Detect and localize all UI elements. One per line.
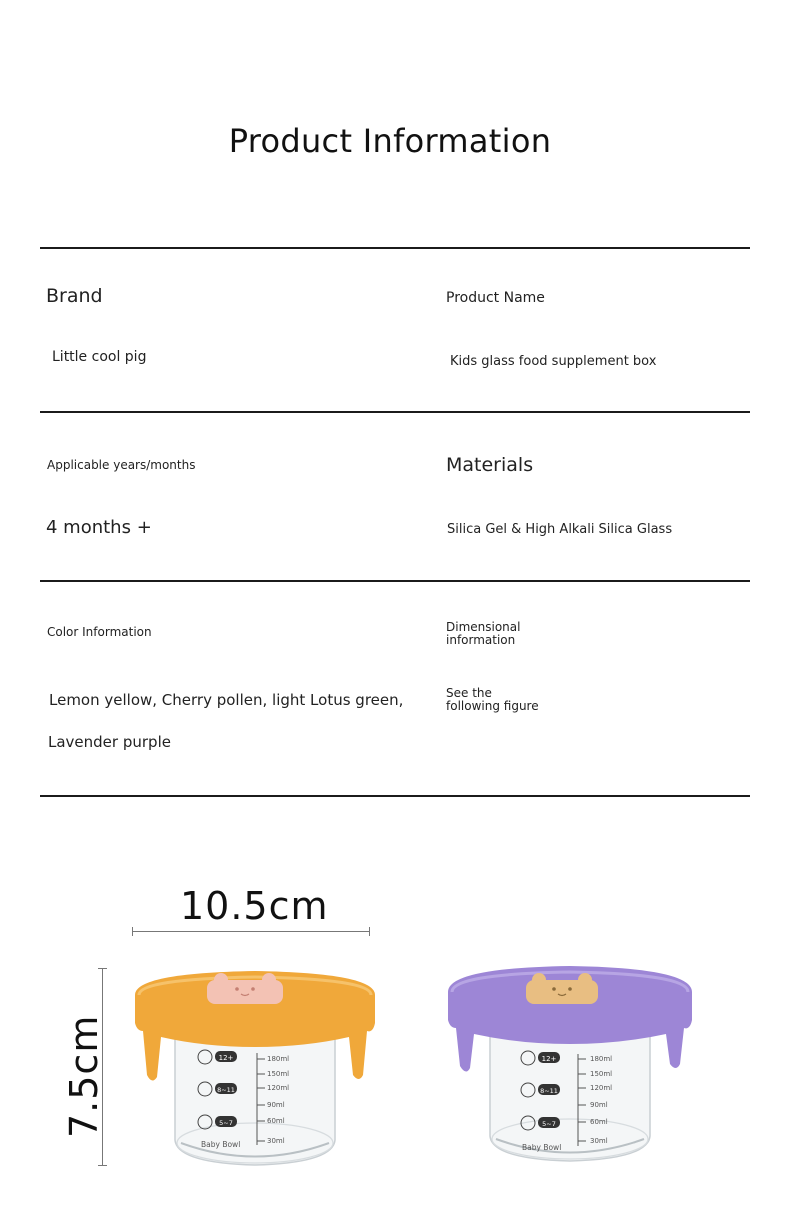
age-value: 4 months + (46, 517, 152, 538)
svg-text:150ml: 150ml (590, 1070, 613, 1078)
svg-text:120ml: 120ml (590, 1084, 613, 1092)
divider (40, 795, 750, 797)
svg-text:5~7: 5~7 (542, 1120, 556, 1128)
svg-text:180ml: 180ml (590, 1055, 613, 1063)
badge-8-11: 8~11 (217, 1086, 235, 1094)
svg-text:180ml: 180ml (267, 1055, 290, 1063)
dimension-label-line1: Dimensional (446, 620, 521, 634)
height-dimension-tick (98, 1165, 107, 1166)
color-label: Color Information (47, 625, 152, 639)
svg-text:8~11: 8~11 (540, 1087, 558, 1095)
product-name-label: Product Name (446, 290, 545, 306)
svg-text:Baby Bowl: Baby Bowl (522, 1143, 562, 1152)
width-dimension-tick (132, 927, 133, 936)
dimension-value-line1: See the (446, 686, 492, 700)
color-value-line2: Lavender purple (48, 733, 171, 751)
materials-label: Materials (446, 454, 534, 476)
width-dimension-label: 10.5cm (180, 884, 329, 928)
height-dimension-tick (98, 968, 107, 969)
svg-text:90ml: 90ml (267, 1101, 285, 1109)
divider (40, 411, 750, 413)
dimension-label-line2: information (446, 633, 516, 647)
svg-text:150ml: 150ml (267, 1070, 290, 1078)
color-value-line1: Lemon yellow, Cherry pollen, light Lotus green, (49, 691, 404, 709)
bowl-brand-text: Baby Bowl (201, 1140, 241, 1149)
page-title: Product Information (228, 122, 552, 160)
width-dimension-tick (369, 927, 370, 936)
dimension-value-line2: following figure (446, 699, 539, 713)
divider (40, 247, 750, 249)
brand-value: Little cool pig (52, 349, 147, 365)
svg-text:90ml: 90ml (590, 1101, 608, 1109)
svg-text:12+: 12+ (541, 1055, 557, 1063)
product-name-value: Kids glass food supplement box (450, 354, 657, 369)
purple-bowl-image (440, 960, 700, 1172)
age-label: Applicable years/months (47, 458, 196, 472)
materials-value: Silica Gel & High Alkali Silica Glass (447, 522, 673, 537)
brand-label: Brand (46, 285, 103, 307)
yellow-bowl-image (125, 965, 385, 1175)
height-dimension-label: 7.5cm (62, 1014, 106, 1138)
badge-5-7: 5~7 (219, 1119, 233, 1127)
svg-text:30ml: 30ml (267, 1137, 285, 1145)
badge-12plus: 12+ (218, 1054, 234, 1062)
svg-text:120ml: 120ml (267, 1084, 290, 1092)
svg-text:60ml: 60ml (590, 1118, 608, 1126)
width-dimension-line (132, 931, 370, 932)
divider (40, 580, 750, 582)
svg-text:60ml: 60ml (267, 1117, 285, 1125)
svg-text:30ml: 30ml (590, 1137, 608, 1145)
